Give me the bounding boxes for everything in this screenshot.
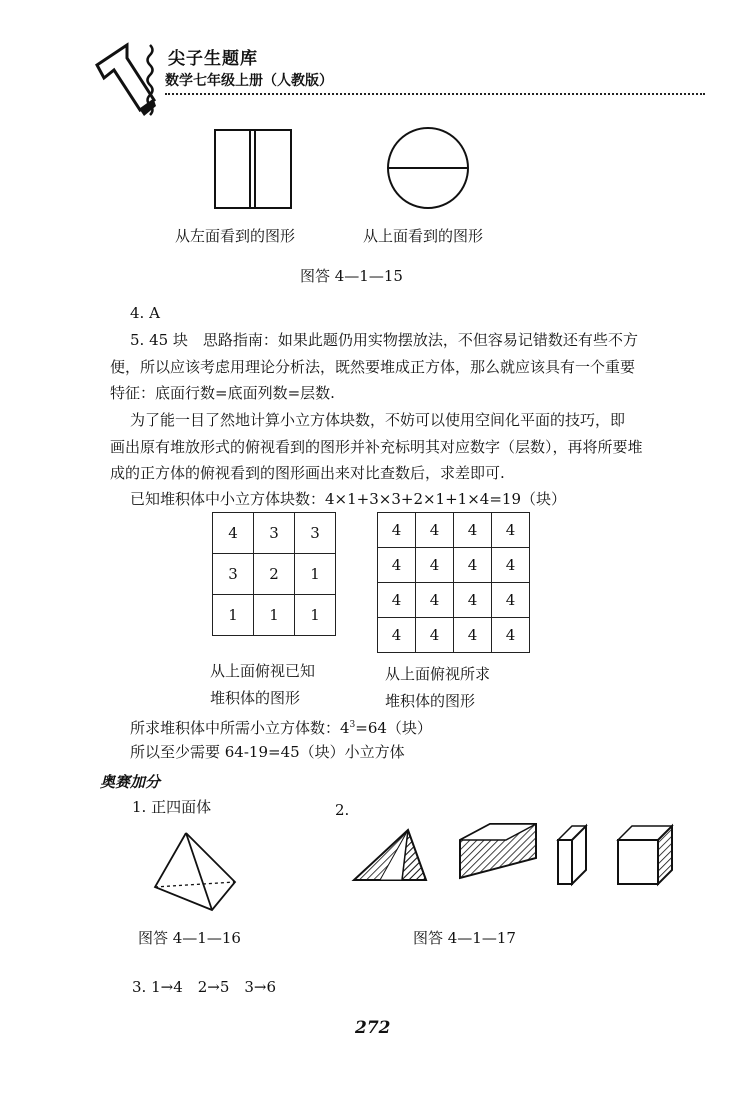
figure-label-16: 图答 4—1—16 [138, 929, 241, 947]
grid-cell: 1 [254, 595, 295, 636]
left-view-figure [213, 128, 293, 210]
table-row [378, 618, 530, 653]
grid-cell: 2 [254, 554, 295, 595]
para2-line1: 为了能一目了然地计算小立方体块数，不妨可以使用空间化平面的技巧，即 [130, 411, 626, 429]
top-view-circle-figure [385, 125, 471, 211]
needed-count-prefix: 所求堆积体中所需小立方体数：4 [130, 719, 350, 737]
answer-5-line3: 特征：底面行数=底面列数=层数. [110, 384, 335, 402]
table-row [213, 554, 336, 595]
answer-5-line2: 便，所以应该考虑用理论分析法，既然要堆成正方体，那么就应该具有一个重要 [110, 358, 636, 376]
target-top-view-grid [377, 512, 530, 653]
table-row [213, 513, 336, 554]
grid-cell: 1 [295, 595, 336, 636]
grid-cell: 4 [378, 618, 416, 653]
bonus-q2: 2. [335, 801, 350, 819]
solids-views-figure [350, 818, 690, 890]
target-grid-caption-2: 堆积体的图形 [385, 692, 476, 710]
grid-cell: 4 [378, 583, 416, 618]
para2-line3: 成的正方体的俯视看到的图形画出来对比查数后，求差即可. [110, 464, 505, 482]
grid-cell: 4 [416, 583, 454, 618]
grid-cell: 1 [295, 554, 336, 595]
known-grid-caption-1: 从上面俯视已知 [210, 662, 316, 680]
least-count: 所以至少需要 64-19=45（块）小立方体 [130, 743, 405, 761]
grid-cell: 4 [378, 513, 416, 548]
grid-cell: 4 [454, 548, 492, 583]
page-number: 272 [355, 1018, 391, 1038]
grid-cell: 4 [454, 618, 492, 653]
known-count: 已知堆积体中小立方体块数：4×1+3×3+2×1+1×4=19（块） [130, 490, 566, 508]
known-grid-caption-2: 堆积体的图形 [210, 689, 301, 707]
grid-cell: 4 [492, 513, 530, 548]
grid-cell: 3 [213, 554, 254, 595]
grid-cell: 4 [416, 513, 454, 548]
header-divider [165, 93, 705, 95]
target-grid-caption-1: 从上面俯视所求 [385, 665, 491, 683]
grid-cell: 4 [416, 548, 454, 583]
header-arrow-logo [92, 40, 162, 120]
grid-cell: 4 [454, 583, 492, 618]
needed-count-suffix: =64（块） [355, 719, 432, 737]
series-title: 尖子生题库 [168, 49, 258, 69]
figure-label-17: 图答 4—1—17 [413, 929, 516, 947]
grid-cell: 4 [492, 548, 530, 583]
table-row [213, 595, 336, 636]
needed-count [130, 715, 432, 738]
para2-line2: 画出原有堆放形式的俯视看到的图形并补充标明其对应数字（层数），再将所要堆 [110, 438, 643, 456]
answer-5-line1: 5. 45 块 思路指南：如果此题仍用实物摆放法，不但容易记错数还有些不方 [130, 331, 638, 349]
grid-cell: 4 [213, 513, 254, 554]
grid-cell: 4 [492, 583, 530, 618]
figure-label-15: 图答 4—1—15 [300, 267, 403, 285]
bonus-heading: 奥赛加分 [100, 773, 161, 791]
grid-cell: 1 [213, 595, 254, 636]
top-view-caption: 从上面看到的图形 [363, 227, 484, 245]
table-row [378, 548, 530, 583]
book-subtitle: 数学七年级上册（人教版） [165, 73, 333, 89]
answer-4: 4. A [130, 304, 160, 322]
tetrahedron-figure [150, 830, 242, 914]
bonus-q1: 1. 正四面体 [132, 798, 212, 816]
bonus-q3: 3. 1→4 2→5 3→6 [132, 978, 277, 996]
grid-cell: 4 [492, 618, 530, 653]
table-row [378, 583, 530, 618]
needed-count-exponent: 3 [349, 720, 356, 730]
grid-cell: 4 [416, 618, 454, 653]
left-view-caption: 从左面看到的图形 [175, 227, 296, 245]
grid-cell: 3 [254, 513, 295, 554]
known-top-view-grid [212, 512, 336, 636]
table-row [378, 513, 530, 548]
grid-cell: 4 [378, 548, 416, 583]
grid-cell: 3 [295, 513, 336, 554]
grid-cell: 4 [454, 513, 492, 548]
